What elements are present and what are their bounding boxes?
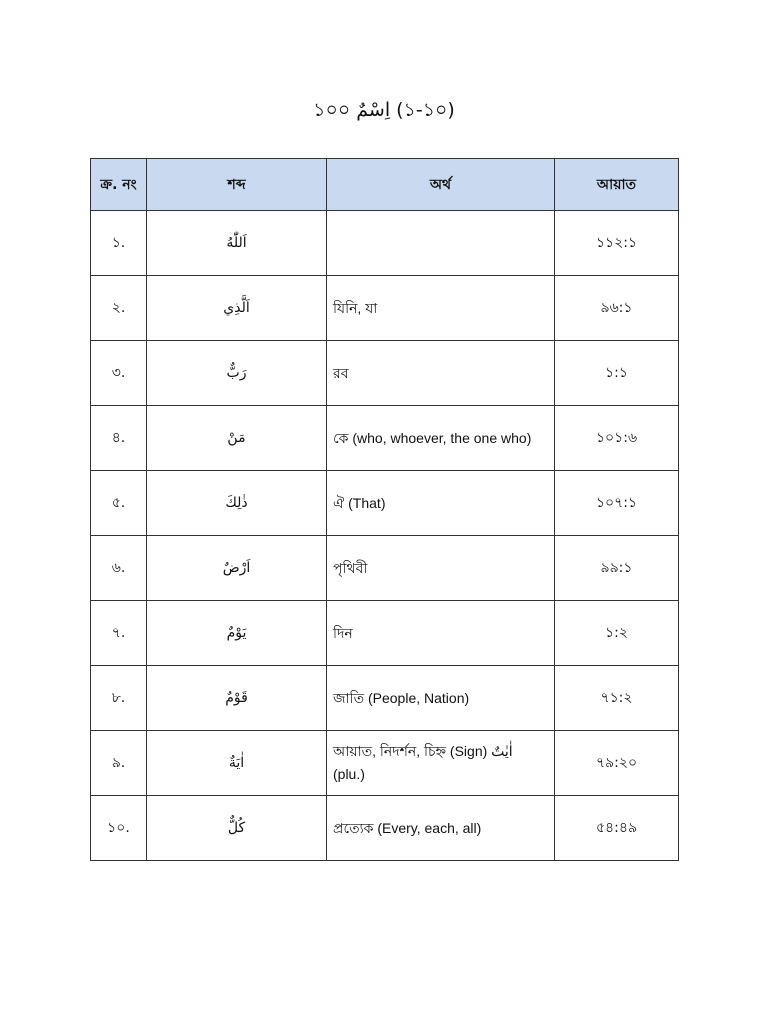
cell-serial: ৭. bbox=[91, 601, 147, 666]
cell-meaning: আয়াত, নিদর্শন, চিহ্ন (Sign) اٰيٰتٌ (plu.) bbox=[327, 731, 555, 796]
cell-arabic-word: قَوْمٌ bbox=[147, 666, 327, 731]
header-meaning: অর্থ bbox=[327, 159, 555, 211]
table-row bbox=[91, 796, 679, 861]
cell-arabic-word: رَبٌّ bbox=[147, 341, 327, 406]
table-row bbox=[91, 406, 679, 471]
cell-meaning: রব bbox=[327, 341, 555, 406]
cell-arabic-word: اٰيَةٌ bbox=[147, 731, 327, 796]
table-header-row bbox=[91, 159, 679, 211]
cell-arabic-word: كُلٌّ bbox=[147, 796, 327, 861]
table-row bbox=[91, 211, 679, 276]
cell-meaning bbox=[327, 211, 555, 276]
cell-serial: ৩. bbox=[91, 341, 147, 406]
header-ayah: আয়াত bbox=[555, 159, 679, 211]
cell-ayah: ৭৯:২০ bbox=[555, 731, 679, 796]
cell-arabic-word: اَرْضٌ bbox=[147, 536, 327, 601]
cell-serial: ২. bbox=[91, 276, 147, 341]
cell-ayah: ১:১ bbox=[555, 341, 679, 406]
header-word: শব্দ bbox=[147, 159, 327, 211]
table-row bbox=[91, 731, 679, 796]
cell-serial: ১. bbox=[91, 211, 147, 276]
cell-arabic-word: ذٰلِكَ bbox=[147, 471, 327, 536]
cell-ayah: ১১২:১ bbox=[555, 211, 679, 276]
cell-ayah: ১০১:৬ bbox=[555, 406, 679, 471]
cell-arabic-word: مَنْ bbox=[147, 406, 327, 471]
page-title: ১০০ اِسْمٌ (১-১০) bbox=[313, 99, 455, 121]
cell-meaning: ঐ (That) bbox=[327, 471, 555, 536]
cell-meaning: যিনি, যা bbox=[327, 276, 555, 341]
table-row bbox=[91, 276, 679, 341]
cell-arabic-word: اَلَّذِي bbox=[147, 276, 327, 341]
cell-ayah: ৯৯:১ bbox=[555, 536, 679, 601]
cell-serial: ৮. bbox=[91, 666, 147, 731]
header-serial: ক্র. নং bbox=[91, 159, 147, 211]
cell-serial: ৪. bbox=[91, 406, 147, 471]
cell-serial: ৯. bbox=[91, 731, 147, 796]
vocabulary-table bbox=[90, 158, 679, 861]
cell-meaning: জাতি (People, Nation) bbox=[327, 666, 555, 731]
cell-serial: ৫. bbox=[91, 471, 147, 536]
cell-serial: ১০. bbox=[91, 796, 147, 861]
cell-ayah: ১০৭:১ bbox=[555, 471, 679, 536]
table-row bbox=[91, 341, 679, 406]
table-row bbox=[91, 666, 679, 731]
cell-meaning: দিন bbox=[327, 601, 555, 666]
cell-ayah: ৭১:২ bbox=[555, 666, 679, 731]
cell-serial: ৬. bbox=[91, 536, 147, 601]
table-row bbox=[91, 601, 679, 666]
table-row bbox=[91, 471, 679, 536]
cell-meaning: পৃথিবী bbox=[327, 536, 555, 601]
cell-arabic-word: يَوْمٌ bbox=[147, 601, 327, 666]
cell-ayah: ১:২ bbox=[555, 601, 679, 666]
cell-ayah: ৫৪:৪৯ bbox=[555, 796, 679, 861]
cell-arabic-word: اَللّٰهُ bbox=[147, 211, 327, 276]
cell-ayah: ৯৬:১ bbox=[555, 276, 679, 341]
cell-meaning: কে (who, whoever, the one who) bbox=[327, 406, 555, 471]
cell-meaning: প্রত্যেক (Every, each, all) bbox=[327, 796, 555, 861]
table-row bbox=[91, 536, 679, 601]
